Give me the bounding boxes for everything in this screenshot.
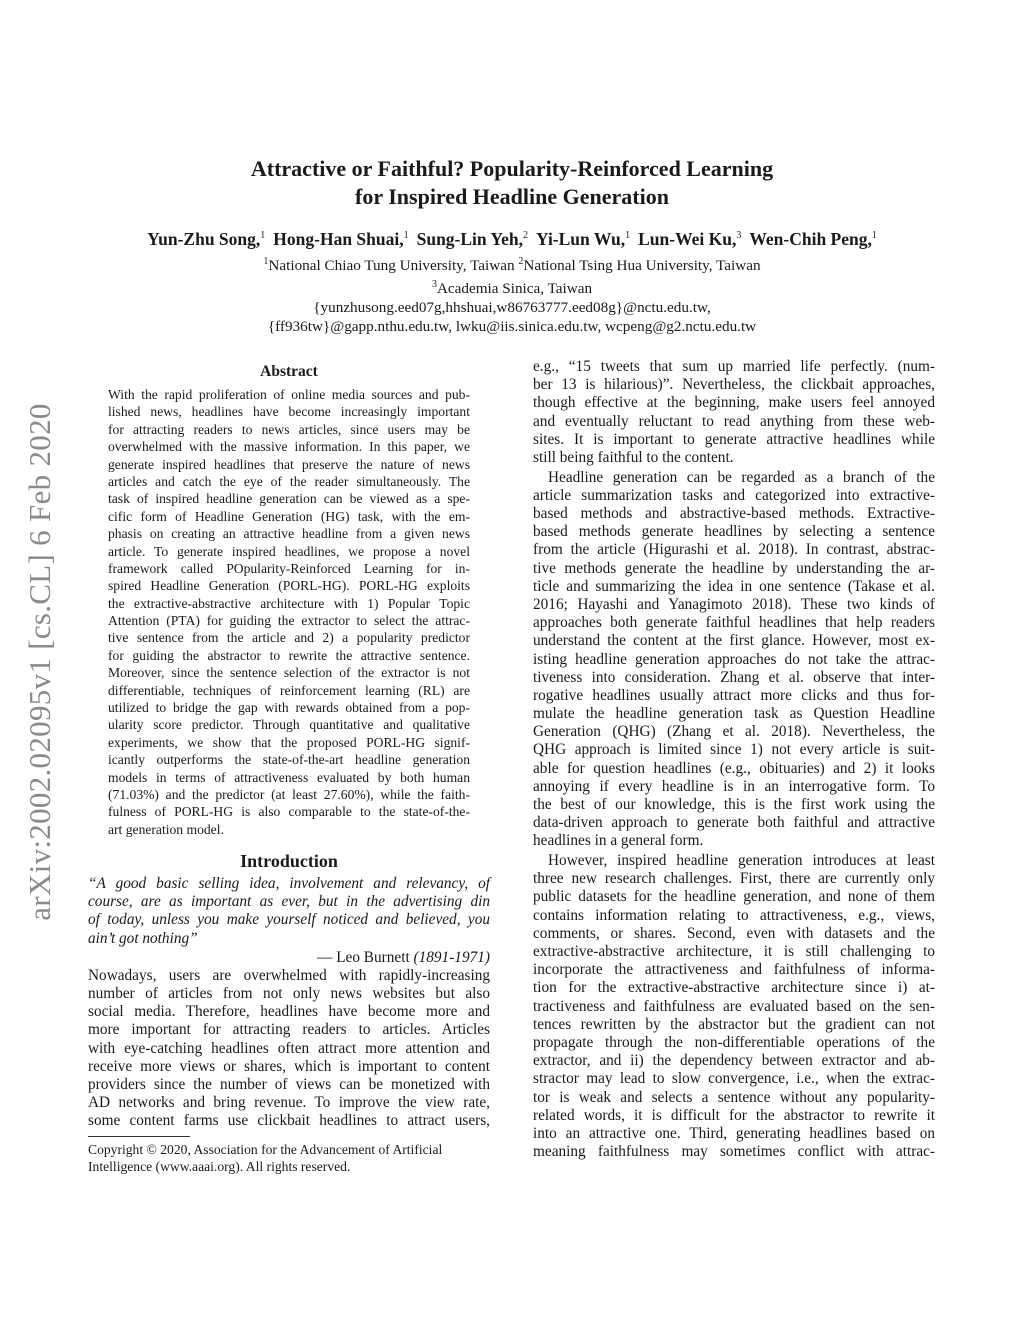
attribution-name: — Leo Burnett: [317, 948, 414, 966]
author-name: Wen-Chih Peng,: [749, 229, 872, 249]
email-line: {ff936tw}@gapp.nthu.edu.tw, lwku@iis.sinica.edu.tw, wcpeng@g2.nctu.edu.tw: [267, 318, 757, 336]
text-line: tive methods generate the headline by understanding the ar-: [533, 559, 935, 577]
affiliation: Academia Sinica, Taiwan: [436, 280, 593, 298]
author-affiliation-mark: 1: [871, 230, 877, 242]
text-line: propagate through the non-differentiable operations of the: [533, 1033, 935, 1051]
text-line: differentiable, techniques of reinforcement learning (RL) are: [108, 682, 470, 698]
paragraph: [533, 358, 935, 467]
text-line: meaning faithfulness may sometimes conflict with attrac-: [533, 1143, 935, 1161]
text-line: tion for the extractive-abstractive architecture since i) at-: [533, 979, 935, 997]
text-line: framework called POpularity-Reinforced Learning for in-: [108, 560, 470, 576]
right-column: [533, 358, 935, 1161]
text-line: contains information relating to attractiveness, e.g., views,: [533, 906, 935, 924]
affiliation-mark: 2: [518, 256, 524, 267]
text-line: phasis on creating an attractive headline from a given news: [108, 526, 470, 542]
text-line: cific form of Headline Generation (HG) task, with the em-: [108, 508, 470, 524]
text-line: overwhelmed with the massive information. In this paper, we: [108, 439, 470, 455]
text-line: ain’t got nothing”: [88, 929, 198, 947]
text-line: the best of our knowledge, this is the first work using the: [533, 796, 935, 813]
text-line: the extractive-abstractive architecture with 1) Popular Topic: [108, 595, 470, 611]
author-list: [0, 229, 1024, 250]
text-line: from the article (Higurashi et al. 2018). In contrast, abstrac-: [533, 541, 935, 559]
text-line: art generation model.: [108, 821, 224, 837]
author-name: Yun-Zhu Song,: [147, 229, 261, 249]
email-line: {yunzhusong.eed07g,hhshuai,w86763777.eed08g}@nctu.edu.tw,: [313, 299, 711, 317]
text-line: ber 13 is hilarious)”. Nevertheless, the clickbait approaches,: [533, 376, 935, 394]
text-line: isting headline generation approaches do not take the attrac-: [533, 650, 935, 668]
text-line: article. To generate inspired headlines, we propose a novel: [108, 543, 470, 559]
text-line: However, inspired headline generation introduces at least: [548, 852, 935, 870]
text-line: tive sentence from the article and 2) a popularity predictor: [108, 630, 470, 646]
author-affiliation-mark: 3: [736, 230, 742, 242]
affiliation-line: [0, 252, 1024, 275]
author-affiliation-mark: 1: [625, 230, 631, 242]
abstract-body: [108, 386, 470, 838]
text-line: extractor, and ii) the dependency between extractor and ab-: [533, 1052, 935, 1070]
text-line: with eye-catching headlines often attract more attention and: [88, 1039, 490, 1057]
author-affiliation-mark: 1: [403, 230, 409, 242]
text-line: course, are as important as ever, but in the advertising din: [88, 893, 490, 911]
author-name: Yi-Lun Wu,: [535, 229, 626, 249]
text-line: incorporate the attractiveness and faithfulness of informa-: [533, 961, 935, 979]
text-line: 2016; Hayashi and Yanagimoto 2018). These two kinds of: [533, 595, 935, 613]
text-line: “A good basic selling idea, involvement and relevancy, of: [88, 875, 490, 892]
text-line: task of inspired headline generation can be viewed as a spe-: [108, 491, 470, 507]
text-line: though effective at the beginning, make users feel annoyed: [533, 394, 935, 412]
author: [417, 229, 528, 249]
text-line: ticle and summarizing the idea in one sentence (Takase et al.: [533, 577, 935, 595]
introduction-body: [88, 967, 490, 1131]
text-line: tences rewritten by the abstractor but the gradient can not: [533, 1015, 935, 1033]
text-line: social media. Therefore, headlines have become more and: [88, 1003, 490, 1021]
footnote-rule: [88, 1136, 190, 1137]
author-affiliation-mark: 1: [260, 230, 266, 242]
text-line: e.g., “15 tweets that sum up married life perfectly. (num-: [533, 358, 935, 375]
text-line: receive more views or shares, which is important to content: [88, 1057, 490, 1075]
text-line: able for question headlines (e.g., obituaries) and 2) it looks: [533, 759, 935, 777]
text-line: of today, unless you make yourself noticed and believed, you: [88, 911, 490, 929]
author-name: Hong-Han Shuai,: [273, 229, 404, 249]
paper-title: [0, 155, 1024, 211]
text-line: for attracting readers to news articles, since users may be: [108, 421, 470, 437]
epigraph-attribution: [88, 948, 490, 967]
abstract-heading: Abstract: [260, 363, 318, 380]
text-line: (71.03%) and the predictor (at least 27.60%), while the faith-: [108, 786, 470, 802]
paragraph: [533, 469, 935, 851]
author-name: Sung-Lin Yeh,: [416, 229, 523, 249]
text-line: stractor may lead to slow convergence, i.e., when the extrac-: [533, 1070, 935, 1088]
text-line: Nowadays, users are overwhelmed with rapidly-increasing: [88, 966, 490, 984]
text-line: With the rapid proliferation of online media sources and pub-: [108, 387, 470, 402]
text-line: generate inspired headlines that preserve the nature of news: [108, 456, 470, 472]
affiliations: [0, 252, 1024, 336]
text-line: providers since the number of views can be monetized with: [88, 1075, 490, 1093]
text-line: Moreover, since the sentence selection of the extractor is not: [108, 665, 470, 681]
text-line: tiveness into consideration. Zhang et al. observe that inter-: [533, 668, 935, 686]
footnote-line: Intelligence (www.aaai.org). All rights reserved.: [88, 1159, 351, 1175]
text-line: understand the content at the first glance. However, most ex-: [533, 632, 935, 650]
paragraph: [533, 852, 935, 1161]
affiliation-mark: 3: [431, 279, 437, 291]
arxiv-stamp: arXiv:2002.02095v1 [cs.CL] 6 Feb 2020: [22, 403, 57, 921]
text-line: ularity score predictor. Through quantitative and qualitative: [108, 717, 470, 733]
affiliation-line: [0, 275, 1024, 298]
title-line: Attractive or Faithful? Popularity-Reinforced Learning: [250, 156, 774, 181]
text-line: based methods and abstractive-based methods. Extractive-: [533, 505, 935, 522]
text-line: lished news, headlines have become increasingly important: [108, 404, 470, 420]
text-line: AD networks and bring revenue. To improve the view rate,: [88, 1094, 490, 1112]
text-line: for guiding the abstractor to rewrite the attractive sentence.: [108, 647, 470, 663]
text-line: Headline generation can be regarded as a branch of the: [548, 468, 935, 486]
text-line: models in terms of attractiveness evaluated by both human: [108, 769, 470, 785]
author-affiliation-mark: 2: [522, 230, 528, 242]
text-line: annoying if every headline is in an interrogative form. To: [533, 777, 935, 795]
text-line: Generation (QHG) (Zhang et al. 2018). Nevertheless, the: [533, 723, 935, 741]
attribution-years: (1891-1971): [413, 948, 490, 966]
text-line: still being faithful to the content.: [533, 448, 734, 466]
text-line: number of articles from not only news websites but also: [88, 984, 490, 1002]
text-line: approaches both generate faithful headlines that help readers: [533, 614, 935, 632]
text-line: headlines in a general form.: [533, 832, 704, 850]
title-line: for Inspired Headline Generation: [355, 184, 669, 209]
text-line: related words, it is difficult for the abstractor to rewrite it: [533, 1106, 935, 1124]
introduction-heading: Introduction: [240, 851, 338, 871]
text-line: articles and catch the eye of the reader simultaneously. The: [108, 473, 470, 489]
text-line: tor is weak and selects a sentence without any popularity-: [533, 1088, 935, 1106]
text-line: and eventually reluctant to read anything from these web-: [533, 412, 935, 430]
text-line: into an attractive one. Third, generating headlines based on: [533, 1124, 935, 1142]
text-line: three new research challenges. First, there are currently only: [533, 870, 935, 888]
text-line: fulness of PORL-HG is also comparable to the state-of-the-: [108, 804, 470, 820]
copyright-footnote: [88, 1141, 490, 1175]
epigraph-quote: [88, 875, 490, 948]
text-line: some content farms use clickbait headlines to attract users,: [88, 1112, 490, 1130]
text-line: spired Headline Generation (PORL-HG). PORL-HG exploits: [108, 578, 470, 594]
text-line: mulate the headline generation task as Question Headline: [533, 705, 935, 723]
text-line: based methods generate headlines by selecting a sentence: [533, 523, 935, 541]
author: [273, 229, 408, 249]
text-line: extractive-abstractive architecture, it is still challenging to: [533, 943, 935, 960]
text-line: comments, or shares. Second, even with datasets and the: [533, 924, 935, 942]
author: [638, 229, 741, 249]
text-line: icantly outperforms the state-of-the-art headline generation: [108, 752, 470, 768]
text-line: more important for attracting readers to articles. Articles: [88, 1021, 490, 1039]
affiliation: National Tsing Hua University, Taiwan: [523, 257, 761, 275]
footnote-line: Copyright © 2020, Association for the Advancement of Artificial: [88, 1142, 443, 1158]
text-line: utilized to bridge the gap with rewards obtained from a pop-: [108, 700, 470, 716]
text-line: Attention (PTA) for guiding the extractor to select the attrac-: [108, 613, 470, 629]
author-name: Lun-Wei Ku,: [638, 229, 737, 249]
text-line: tractiveness and faithfulness are evaluated based on the sen-: [533, 997, 935, 1015]
text-line: article summarization tasks and categorized into extractive-: [533, 486, 935, 504]
affiliation-mark: 1: [263, 256, 269, 267]
text-line: public datasets for the headline generation, and none of them: [533, 888, 935, 906]
text-line: sites. It is important to generate attractive headlines while: [533, 430, 935, 448]
text-line: data-driven approach to generate both faithful and attractive: [533, 814, 935, 832]
author: [536, 229, 630, 249]
author: [749, 229, 877, 249]
affiliation: National Chiao Tung University, Taiwan: [268, 257, 519, 275]
text-line: rogative headlines usually attract more clicks and thus for-: [533, 686, 935, 704]
text-line: experiments, we show that the proposed PORL-HG signif-: [108, 734, 470, 750]
author: [147, 229, 265, 249]
text-line: QHG approach is limited since 1) not every article is suit-: [533, 741, 935, 759]
